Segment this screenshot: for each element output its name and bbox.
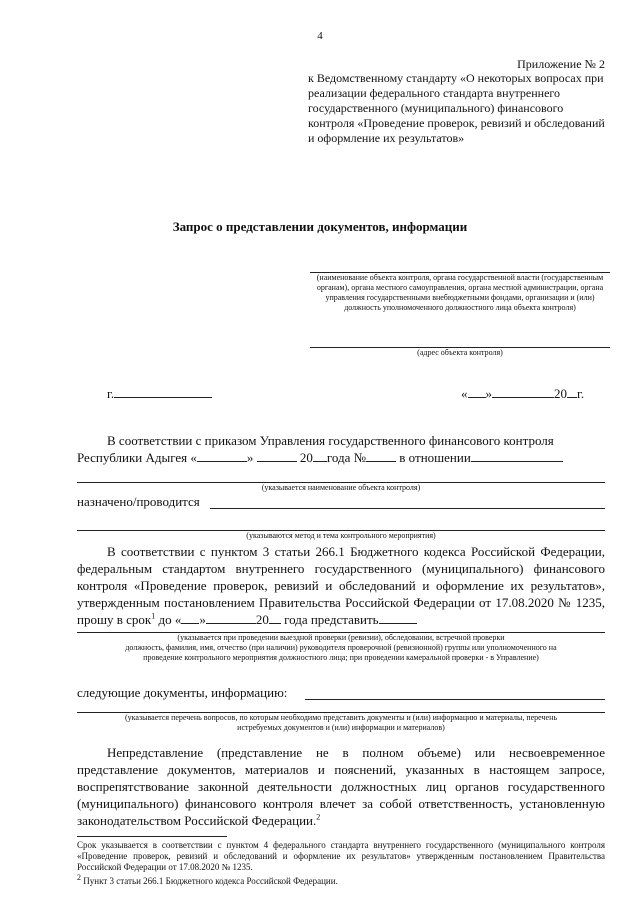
footnote-separator [77,836,227,837]
documents-line [305,699,605,700]
footnote-ref-2: 2 [316,812,321,822]
order-line-1: В соответствии с приказом Управления государственного финансового контроля [107,433,554,448]
object-note: (указывается наименование объекта контроля) [261,483,421,492]
person-note: (указывается при проведении выездной проверки (ревизии), обследовании, встречной проверки должность, фамилия, имя, отчество (при наличии) руководителя проверочной (ревизионной) группы или уполномоченного на проведение контрольного мероприятия должностного лица; при проведении камеральной проверки - в Управление) [125,633,557,662]
footnote-2: $^2$ Пункт 3 статьи 266.1 Бюджетного кодекса Российской Федерации. [77,873,338,886]
document-title: Запрос о представлении документов, информации [172,219,468,234]
assigned-line [210,508,605,509]
addressee-note: (наименование объекта контроля, органа государственной власти (государственным органам), органа местного самоуправления, органа местной администрации, органа управления государственными внебюджетными фондами, организации и (или) должность уполномоченного должностного лица объекта контроля) [316,273,604,312]
city-prefix: г. [107,386,115,401]
city-blank [114,386,212,398]
appendix-title: Приложение № 2 [517,57,605,71]
method-note: (указываются метод и тема контрольного мероприятия) [246,531,436,540]
warning-paragraph: Непредставление (представление не в полном объеме) или несвоевременное представление документов, материалов и пояснений, указанных в настоящем запросе, воспрепятствование законной деятельности должностных лиц органов государственного (муниципального) финансового контроля влечет за собой ответственность, установленную законодательством Российской Федерации.$^2$ [77,745,605,828]
address-note: (адрес объекта контроля) [417,348,503,357]
footnote-1: Срок указывается в соответствии с пунктом 4 федерального стандарта внутреннего государственного (муниципального контроля «Проведение проверок, ревизий и обследований и оформление их результатов» утвержденным постановлением Правительства Российской Федерации от 17.08.2020 № 1235. [77,840,605,872]
appendix-body: к Ведомственному стандарту «О некоторых вопросах при реализации федерального стандарта внутреннего государственного (муниципального) финансового контроля «Проведение проверок, ревизий и обследований и оформление их результатов» [308,71,605,145]
date-field: « » 20 г. [461,386,585,401]
legal-paragraph: В соответствии с пунктом 3 статьи 266.1 Бюджетного кодекса Российской Федерации, федеральным стандартом внутреннего государственного (муниципального) финансового контроля «Проведение проверок, ревизий и обследований и оформление их результатов», утвержденным постановлением Правительства Российской Федерации от 17.08.2020 № 1235, прошу в срок$^1$ до « » 20 года представить [77,544,605,627]
order-line-2: Республики Адыгея « » 20 года № в отношении [77,450,563,466]
page-number: 4 [317,30,323,42]
month-blank [492,386,554,398]
day-blank [468,386,486,398]
documents-note: (указывается перечень вопросов, по которым необходимо представить документы и (или) информацию и материалы, перечень истребуемых документов и (или) информации и материалов) [124,713,557,732]
footnote-ref-1: 1 [151,611,156,621]
documents-label: следующие документы, информацию: [77,685,288,700]
year-blank [567,386,577,398]
place-field [107,386,212,402]
assigned-label: назначено/проводится [77,494,200,509]
